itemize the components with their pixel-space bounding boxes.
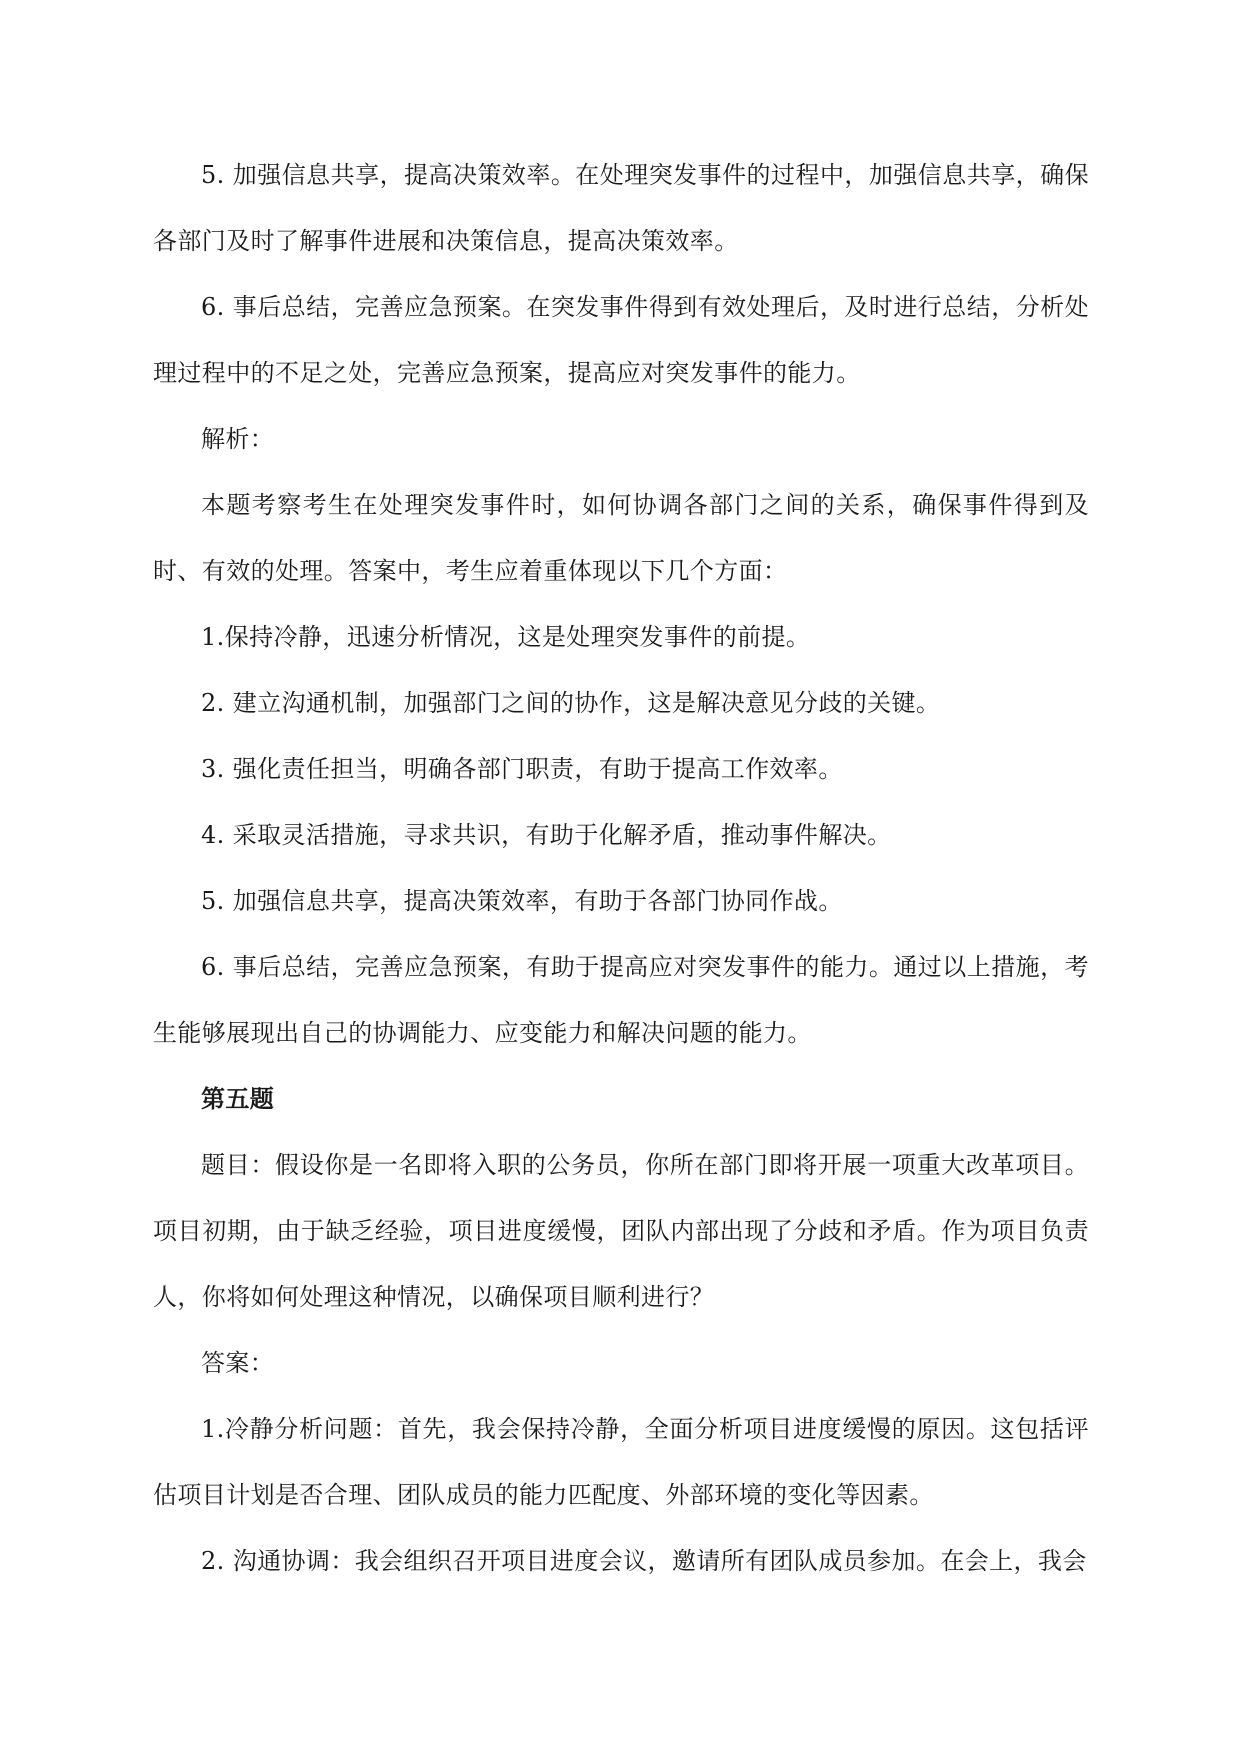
paragraph-analysis-point-5: 5. 加强信息共享，提高决策效率，有助于各部门协同作战。 xyxy=(201,887,843,915)
paragraph-analysis-point-2: 2. 建立沟通机制，加强部门之间的协作，这是解决意见分歧的关键。 xyxy=(201,689,941,717)
document-page xyxy=(153,142,1089,1594)
paragraph-question: 题目：假设你是一名即将入职的公务员，你所在部门即将开展一项重大改革项目。项目初期，由于缺乏经验，项目进度缓慢，团队内部出现了分歧和矛盾。作为项目负责人，你将如何处理这种情况，以确保项目顺利进行？ xyxy=(153,1151,1089,1311)
paragraph-answer-point-2: 2. 沟通协调：我会组织召开项目进度会议，邀请所有团队成员参加。在会上，我会 xyxy=(201,1547,1087,1575)
paragraph-analysis-label: 解析： xyxy=(201,425,275,453)
section-heading-question-5: 第五题 xyxy=(201,1084,275,1113)
paragraph-analysis-point-4: 4. 采取灵活措施，寻求共识，有助于化解矛盾，推动事件解决。 xyxy=(201,821,892,849)
paragraph-analysis-intro: 本题考察考生在处理突发事件时，如何协调各部门之间的关系，确保事件得到及时、有效的处理。答案中，考生应着重体现以下几个方面： xyxy=(153,491,1089,585)
paragraph-info-sharing: 5. 加强信息共享，提高决策效率。在处理突发事件的过程中，加强信息共享，确保各部门及时了解事件进展和决策信息，提高决策效率。 xyxy=(153,161,1089,255)
paragraph-post-event-summary: 6. 事后总结，完善应急预案。在突发事件得到有效处理后，及时进行总结，分析处理过程中的不足之处，完善应急预案，提高应对突发事件的能力。 xyxy=(153,293,1089,387)
paragraph-analysis-point-6: 6. 事后总结，完善应急预案，有助于提高应对突发事件的能力。通过以上措施，考生能够展现出自己的协调能力、应变能力和解决问题的能力。 xyxy=(153,953,1089,1047)
paragraph-answer-label: 答案： xyxy=(201,1349,275,1377)
paragraph-analysis-point-1: 1.保持冷静，迅速分析情况，这是处理突发事件的前提。 xyxy=(201,623,811,651)
paragraph-answer-point-1: 1.冷静分析问题：首先，我会保持冷静，全面分析项目进度缓慢的原因。这包括评估项目计划是否合理、团队成员的能力匹配度、外部环境的变化等因素。 xyxy=(153,1415,1089,1509)
paragraph-analysis-point-3: 3. 强化责任担当，明确各部门职责，有助于提高工作效率。 xyxy=(201,755,843,783)
